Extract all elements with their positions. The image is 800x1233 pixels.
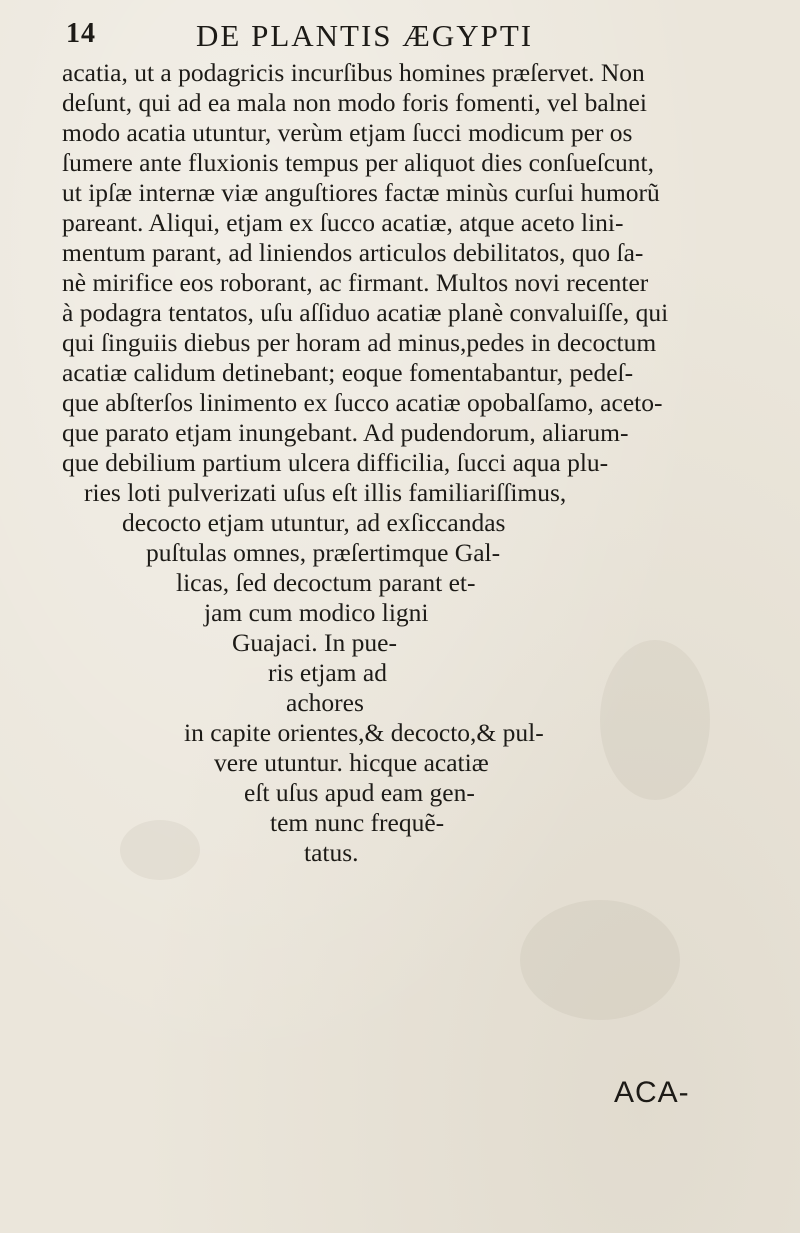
text-line: acatia, ut a podagricis incurſibus homines præſervet. Non [62, 58, 645, 87]
text-line: achores [286, 688, 364, 717]
text-line: ſumere ante fluxionis tempus per aliquot dies conſueſcunt, [62, 148, 655, 177]
text-line: eſt uſus apud eam gen- [244, 778, 475, 807]
paper-stain [520, 900, 680, 1020]
text-line: vere utuntur. hicque acatiæ [214, 748, 489, 777]
paper-stain [600, 640, 710, 800]
text-line: ut ipſæ internæ viæ anguſtiores factæ minùs curſui humorũ [62, 178, 660, 207]
text-line: Guajaci. In pue- [232, 628, 397, 657]
text-line: à podagra tentatos, uſu aſſiduo acatiæ planè convaluiſſe, qui [62, 298, 669, 327]
page-header [0, 14, 800, 54]
text-line: que abſterſos linimento ex ſucco acatiæ opobalſamo, aceto- [62, 388, 663, 417]
text-line: que parato etjam inungebant. Ad pudendorum, aliarum- [62, 418, 629, 447]
text-line: puſtulas omnes, præſertimque Gal- [146, 538, 501, 567]
text-line: licas, ſed decoctum parant et- [176, 568, 476, 597]
running-title: DE PLANTIS ÆGYPTI [196, 18, 534, 53]
text-line: tatus. [304, 838, 359, 867]
text-line: pareant. Aliqui, etjam ex ſucco acatiæ, atque aceto lini- [62, 208, 624, 237]
text-line: nè mirifice eos roborant, ac firmant. Multos novi recenter [62, 268, 649, 297]
text-line: deſunt, qui ad ea mala non modo foris fomenti, vel balnei [62, 88, 647, 117]
paper-stain [120, 820, 200, 880]
page-number: 14 [66, 18, 96, 49]
text-line: qui ſinguiis diebus per horam ad minus,pedes in decoctum [62, 328, 657, 357]
text-line: que debilium partium ulcera difficilia, ſucci aqua plu- [62, 448, 609, 477]
text-line: modo acatia utuntur, verùm etjam ſucci modicum per os [62, 118, 633, 147]
text-line: jam cum modico ligni [204, 598, 429, 627]
text-line: in capite orientes,& decocto,& pul- [184, 718, 544, 747]
text-line: ries loti pulverizati uſus eſt illis familiariſſimus, [84, 478, 567, 507]
catchword: ACA- [614, 1076, 690, 1109]
text-line: decocto etjam utuntur, ad exſiccandas [122, 508, 506, 537]
text-line: mentum parant, ad liniendos articulos debilitatos, quo ſa- [62, 238, 644, 267]
text-line: tem nunc frequẽ- [270, 808, 445, 837]
text-line: ris etjam ad [268, 658, 387, 687]
text-line: acatiæ calidum detinebant; eoque fomentabantur, pedeſ- [62, 358, 634, 387]
